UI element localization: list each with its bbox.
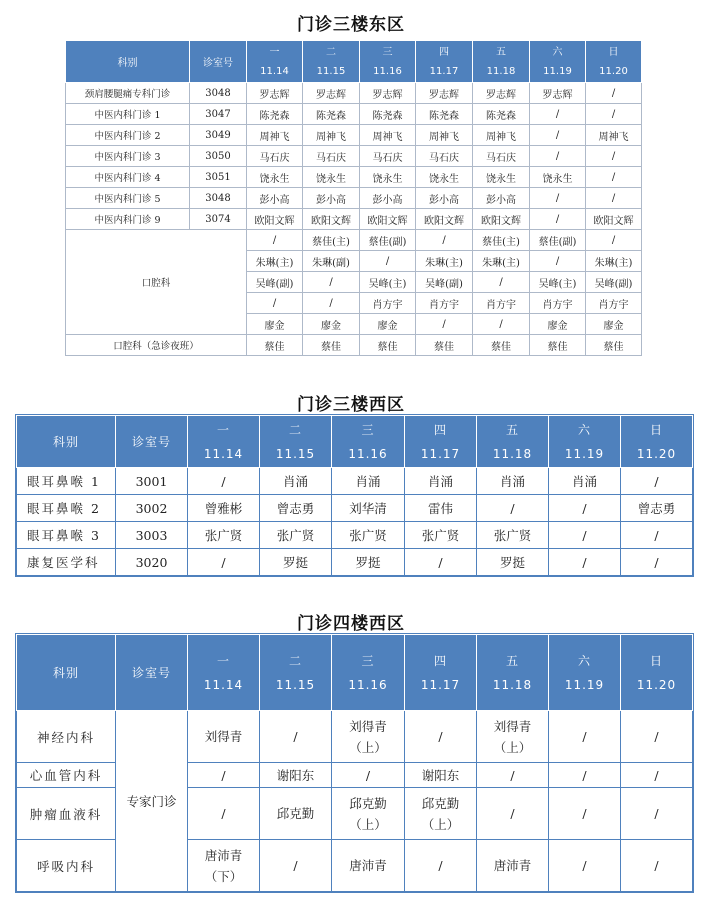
table-row	[66, 83, 642, 104]
schedule-cell: 肖涌	[477, 468, 549, 495]
room-cell: 3001	[116, 468, 188, 495]
schedule-cell: 廖金	[360, 314, 416, 335]
schedule-cell: 周神飞	[247, 125, 303, 146]
dept-cell: 中医内科门诊 4	[66, 167, 190, 188]
table-row	[66, 209, 642, 230]
schedule-cell: /	[473, 314, 530, 335]
header-day-fri: 五 11.18	[477, 635, 549, 711]
schedule-cell: 马石庆	[360, 146, 416, 167]
schedule-cell	[477, 763, 549, 788]
schedule-cell: /	[530, 209, 586, 230]
header-day-thu: 四 11.17	[405, 635, 477, 711]
table-row	[66, 104, 642, 125]
schedule-cell: /	[549, 522, 621, 549]
room-cell: 3002	[116, 495, 188, 522]
schedule-cell: 雷伟	[405, 495, 477, 522]
room-cell: 3051	[190, 167, 247, 188]
schedule-line: （上）	[493, 739, 532, 755]
schedule-cell	[477, 788, 549, 840]
room-cell: 3049	[190, 125, 247, 146]
header-room: 诊室号	[116, 416, 188, 468]
dept-cell: 颈肩腰腿痛专科门诊	[66, 83, 190, 104]
header-day-mon: 一 11.14	[188, 635, 260, 711]
schedule-cell: /	[549, 495, 621, 522]
schedule-cell: 陈尧森	[473, 104, 530, 125]
schedule-cell: 蔡佳(副)	[360, 230, 416, 251]
schedule-cell: 饶永生	[303, 167, 360, 188]
schedule-cell: 周神飞	[360, 125, 416, 146]
dept-cell: 中医内科门诊 1	[66, 104, 190, 125]
schedule-line: 唐沛青	[349, 858, 387, 873]
schedule-cell: 罗志辉	[530, 83, 586, 104]
schedule-cell: 曾志勇	[621, 495, 693, 522]
schedule-cell: 彭小高	[473, 188, 530, 209]
table-row	[17, 468, 693, 495]
dept-cell: 中医内科门诊 3	[66, 146, 190, 167]
schedule-cell	[332, 788, 405, 840]
schedule-cell: /	[416, 230, 473, 251]
schedule-cell: 廖金	[303, 314, 360, 335]
schedule-cell: 欧阳文辉	[473, 209, 530, 230]
schedule-cell: 张广贤	[332, 522, 405, 549]
room-cell: 3020	[116, 549, 188, 576]
schedule-cell: 蔡佳	[473, 335, 530, 356]
schedule-cell: 朱琳(主)	[416, 251, 473, 272]
schedule-cell: /	[586, 83, 642, 104]
header-day-sat: 六 11.19	[549, 635, 621, 711]
schedule-cell: /	[303, 272, 360, 293]
schedule-cell: /	[586, 146, 642, 167]
schedule-line: （下）	[204, 868, 243, 884]
header-day-mon: 一 11.14	[188, 416, 260, 468]
schedule-cell	[621, 763, 693, 788]
schedule-cell: /	[188, 468, 260, 495]
schedule-cell: 肖方宇	[586, 293, 642, 314]
schedule-cell: 肖方宇	[473, 293, 530, 314]
schedule-line: /	[221, 767, 226, 783]
schedule-cell: /	[549, 549, 621, 576]
schedule-cell	[332, 840, 405, 892]
schedule-cell: 罗志辉	[416, 83, 473, 104]
west4-title: 门诊四楼西区	[297, 614, 405, 634]
room-cell: 3047	[190, 104, 247, 125]
schedule-line: /	[510, 767, 515, 783]
room-cell: 3050	[190, 146, 247, 167]
schedule-cell: 饶永生	[247, 167, 303, 188]
room-cell: 3048	[190, 188, 247, 209]
schedule-cell: 张广贤	[260, 522, 332, 549]
table-row	[66, 146, 642, 167]
header-day-tue: 二 11.15	[260, 635, 332, 711]
schedule-cell: /	[586, 167, 642, 188]
schedule-cell: /	[303, 293, 360, 314]
east3-header-row	[66, 41, 642, 83]
schedule-cell: /	[188, 549, 260, 576]
schedule-cell: 蔡佳	[416, 335, 473, 356]
schedule-cell	[260, 763, 332, 788]
schedule-cell: /	[586, 188, 642, 209]
header-day-sun: 日 11.20	[621, 635, 693, 711]
schedule-cell: 彭小高	[416, 188, 473, 209]
schedule-cell: /	[621, 549, 693, 576]
schedule-cell: 马石庆	[247, 146, 303, 167]
schedule-line: （上）	[349, 739, 387, 755]
schedule-line: 刘得青	[204, 729, 243, 744]
schedule-cell: 饶永生	[530, 167, 586, 188]
schedule-line: /	[654, 729, 659, 744]
west3-table	[16, 415, 693, 576]
header-room: 诊室号	[190, 41, 247, 83]
header-day-fri: 五 11.18	[473, 41, 530, 83]
schedule-line: 谢阳东	[276, 767, 315, 783]
schedule-cell: 欧阳文辉	[416, 209, 473, 230]
header-day-sat: 六 11.19	[549, 416, 621, 468]
schedule-line: /	[365, 767, 371, 783]
schedule-cell: 蔡佳(主)	[473, 230, 530, 251]
schedule-cell: 罗挺	[260, 549, 332, 576]
dept-cell: 中医内科门诊 9	[66, 209, 190, 230]
schedule-cell: 肖涌	[549, 468, 621, 495]
schedule-cell: /	[530, 125, 586, 146]
dept-cell: 呼吸内科	[17, 840, 116, 892]
schedule-cell	[405, 711, 477, 763]
schedule-line: /	[438, 858, 443, 873]
schedule-line: /	[582, 767, 587, 783]
schedule-cell: /	[416, 314, 473, 335]
schedule-cell: 朱琳(主)	[247, 251, 303, 272]
schedule-cell: /	[621, 522, 693, 549]
schedule-cell: 蔡佳	[586, 335, 642, 356]
room-cell: 3074	[190, 209, 247, 230]
schedule-cell: /	[405, 549, 477, 576]
schedule-cell	[260, 840, 332, 892]
schedule-cell: 欧阳文辉	[586, 209, 642, 230]
schedule-cell	[621, 840, 693, 892]
schedule-cell: 饶永生	[416, 167, 473, 188]
table-row	[17, 522, 693, 549]
schedule-cell: 肖涌	[260, 468, 332, 495]
schedule-cell: 蔡佳(副)	[530, 230, 586, 251]
table-row	[66, 167, 642, 188]
schedule-cell	[260, 711, 332, 763]
schedule-cell: 刘华清	[332, 495, 405, 522]
schedule-cell: /	[621, 468, 693, 495]
schedule-cell: 周神飞	[586, 125, 642, 146]
schedule-cell: 彭小高	[360, 188, 416, 209]
schedule-cell: 吴峰(副)	[247, 272, 303, 293]
schedule-cell: 马石庆	[473, 146, 530, 167]
header-dept: 科别	[66, 41, 190, 83]
room-cell: 3003	[116, 522, 188, 549]
schedule-cell: /	[586, 230, 642, 251]
schedule-cell: 蔡佳	[303, 335, 360, 356]
schedule-cell: 肖方宇	[530, 293, 586, 314]
schedule-cell: 周神飞	[303, 125, 360, 146]
east3-table	[65, 40, 642, 356]
schedule-line: 刘得青	[349, 718, 387, 734]
schedule-line: /	[510, 806, 515, 821]
schedule-cell	[549, 711, 621, 763]
west3-title: 门诊三楼西区	[297, 395, 405, 415]
dept-cell: 中医内科门诊 2	[66, 125, 190, 146]
schedule-cell	[477, 840, 549, 892]
schedule-cell: 肖涌	[332, 468, 405, 495]
schedule-cell: 张广贤	[477, 522, 549, 549]
schedule-cell: 曾雅彬	[188, 495, 260, 522]
schedule-cell: 蔡佳	[530, 335, 586, 356]
schedule-cell: /	[586, 104, 642, 125]
schedule-cell: 吴峰(副)	[586, 272, 642, 293]
header-dept: 科别	[17, 635, 116, 711]
header-room: 诊室号	[116, 635, 188, 711]
schedule-cell: 吴峰(主)	[360, 272, 416, 293]
schedule-cell: 朱琳(主)	[586, 251, 642, 272]
schedule-line: 刘得青	[493, 718, 532, 734]
table-row	[17, 711, 693, 763]
schedule-cell: /	[247, 230, 303, 251]
schedule-cell	[405, 763, 477, 788]
schedule-cell: 肖方宇	[360, 293, 416, 314]
schedule-cell: 蔡佳	[360, 335, 416, 356]
schedule-line: /	[293, 729, 298, 744]
schedule-cell: 周神飞	[416, 125, 473, 146]
schedule-cell: 吴峰(主)	[530, 272, 586, 293]
schedule-cell: 欧阳文辉	[247, 209, 303, 230]
schedule-line: 唐沛青	[493, 858, 532, 873]
schedule-cell: 欧阳文辉	[360, 209, 416, 230]
schedule-cell: /	[530, 251, 586, 272]
schedule-cell	[188, 711, 260, 763]
schedule-cell: 陈尧森	[303, 104, 360, 125]
dept-cell: 神经内科	[17, 711, 116, 763]
dept-cell: 眼耳鼻喉 3	[17, 522, 116, 549]
header-dept: 科别	[17, 416, 116, 468]
schedule-cell	[188, 763, 260, 788]
schedule-cell: /	[530, 188, 586, 209]
schedule-line: 邱克勤	[276, 806, 315, 821]
schedule-cell: /	[477, 495, 549, 522]
schedule-line: /	[293, 858, 298, 873]
schedule-line: 唐沛青	[204, 847, 243, 863]
west4-header-row	[17, 635, 693, 711]
schedule-cell: /	[530, 104, 586, 125]
dept-cell: 肿瘤血液科	[17, 788, 116, 840]
schedule-cell: 欧阳文辉	[303, 209, 360, 230]
header-day-tue: 二 11.15	[303, 41, 360, 83]
schedule-cell: 彭小高	[303, 188, 360, 209]
header-day-fri: 五 11.18	[477, 416, 549, 468]
header-day-wed: 三 11.16	[332, 635, 405, 711]
schedule-cell	[332, 763, 405, 788]
schedule-cell	[405, 788, 477, 840]
schedule-line: /	[438, 729, 443, 744]
schedule-cell: 陈尧森	[416, 104, 473, 125]
schedule-cell: 罗志辉	[303, 83, 360, 104]
schedule-line: （上）	[349, 816, 387, 832]
header-day-sun: 日 11.20	[621, 416, 693, 468]
table-row	[66, 125, 642, 146]
schedule-cell: 马石庆	[416, 146, 473, 167]
schedule-cell: 蔡佳(主)	[303, 230, 360, 251]
dept-cell: 口腔科（急诊夜班）	[66, 335, 247, 356]
header-day-thu: 四 11.17	[405, 416, 477, 468]
dept-cell: 康复医学科	[17, 549, 116, 576]
schedule-cell	[549, 840, 621, 892]
schedule-line: 邱克勤	[349, 795, 387, 811]
schedule-line: /	[654, 806, 659, 821]
schedule-cell: 罗挺	[477, 549, 549, 576]
header-day-wed: 三 11.16	[332, 416, 405, 468]
schedule-cell	[188, 840, 260, 892]
schedule-cell: 肖涌	[405, 468, 477, 495]
schedule-cell: 蔡佳	[247, 335, 303, 356]
schedule-cell: 周神飞	[473, 125, 530, 146]
schedule-line: /	[654, 767, 659, 783]
schedule-cell	[188, 788, 260, 840]
table-row	[66, 335, 642, 356]
schedule-cell: 张广贤	[188, 522, 260, 549]
header-day-sun: 日 11.20	[586, 41, 642, 83]
schedule-cell: 罗志辉	[473, 83, 530, 104]
schedule-cell: 罗志辉	[247, 83, 303, 104]
schedule-line: 谢阳东	[421, 767, 460, 783]
schedule-cell: /	[530, 146, 586, 167]
schedule-cell: 曾志勇	[260, 495, 332, 522]
dept-cell: 眼耳鼻喉 2	[17, 495, 116, 522]
schedule-cell	[332, 711, 405, 763]
schedule-line: （上）	[421, 816, 460, 832]
schedule-cell	[549, 788, 621, 840]
schedule-cell: 罗志辉	[360, 83, 416, 104]
dept-cell: 心血管内科	[17, 763, 116, 788]
schedule-cell: 罗挺	[332, 549, 405, 576]
schedule-line: /	[582, 858, 587, 873]
schedule-line: /	[654, 858, 659, 873]
schedule-cell: 朱琳(副)	[303, 251, 360, 272]
schedule-cell: /	[473, 272, 530, 293]
schedule-cell: /	[247, 293, 303, 314]
table-row	[17, 495, 693, 522]
schedule-cell: 张广贤	[405, 522, 477, 549]
schedule-cell: 饶永生	[473, 167, 530, 188]
header-day-tue: 二 11.15	[260, 416, 332, 468]
header-day-thu: 四 11.17	[416, 41, 473, 83]
schedule-line: 邱克勤	[421, 795, 460, 811]
dept-cell: 眼耳鼻喉 1	[17, 468, 116, 495]
room-cell: 专家门诊	[116, 711, 188, 892]
schedule-cell	[621, 711, 693, 763]
schedule-cell: 廖金	[586, 314, 642, 335]
table-row	[17, 549, 693, 576]
schedule-cell: 吴峰(副)	[416, 272, 473, 293]
west4-table	[16, 634, 693, 892]
table-row	[66, 188, 642, 209]
table-row	[66, 230, 642, 251]
schedule-cell: 马石庆	[303, 146, 360, 167]
header-day-mon: 一 11.14	[247, 41, 303, 83]
schedule-cell	[260, 788, 332, 840]
schedule-line: /	[582, 729, 587, 744]
east3-title: 门诊三楼东区	[297, 15, 405, 35]
header-day-sat: 六 11.19	[530, 41, 586, 83]
schedule-cell: 陈尧森	[360, 104, 416, 125]
schedule-cell: /	[360, 251, 416, 272]
schedule-cell	[621, 788, 693, 840]
schedule-cell: 饶永生	[360, 167, 416, 188]
schedule-cell	[405, 840, 477, 892]
schedule-cell	[549, 763, 621, 788]
schedule-cell: 陈尧森	[247, 104, 303, 125]
schedule-cell: 廖金	[247, 314, 303, 335]
schedule-cell	[477, 711, 549, 763]
schedule-line: /	[221, 806, 226, 821]
header-day-wed: 三 11.16	[360, 41, 416, 83]
schedule-cell: 朱琳(主)	[473, 251, 530, 272]
schedule-cell: 肖方宇	[416, 293, 473, 314]
dept-cell: 中医内科门诊 5	[66, 188, 190, 209]
schedule-line: /	[582, 806, 587, 821]
room-cell: 3048	[190, 83, 247, 104]
schedule-cell: 廖金	[530, 314, 586, 335]
dept-cell: 口腔科	[66, 230, 247, 335]
schedule-cell: 彭小高	[247, 188, 303, 209]
west3-header-row	[17, 416, 693, 468]
